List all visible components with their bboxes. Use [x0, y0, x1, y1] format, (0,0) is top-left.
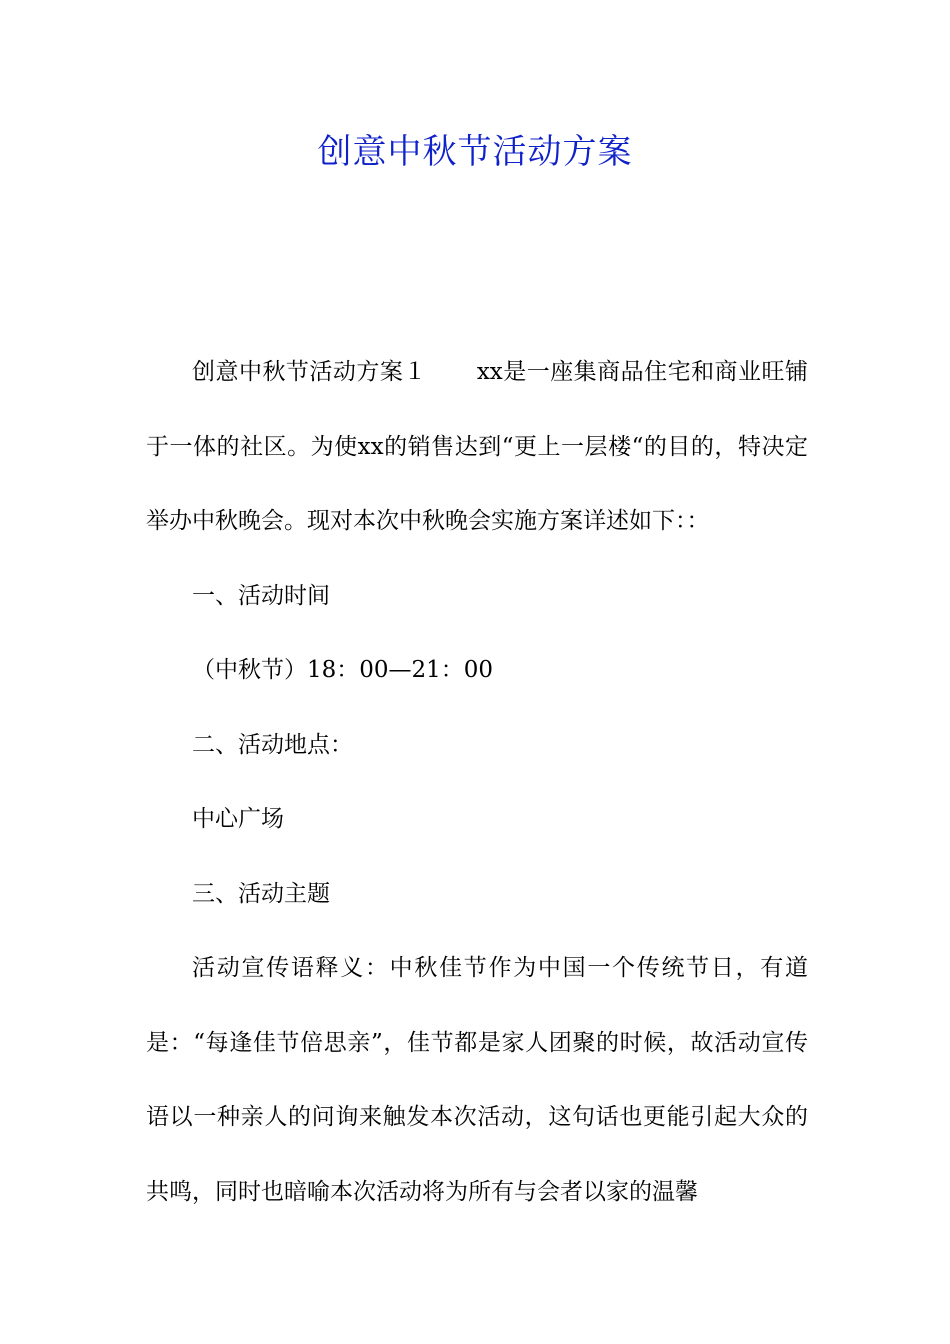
paragraph-intro-lead: 创意中秋节活动方案１ — [192, 359, 427, 385]
paragraph-intro — [146, 335, 808, 559]
document-title: 创意中秋节活动方案 — [317, 132, 633, 172]
paragraph-location: 中心广场 — [192, 806, 284, 832]
paragraph-intro-text: xx是一座集商品住宅和商业旺铺于一体的社区。为使xx的销售达到“更上一层楼“的目的，特决定举办中秋晚会。现对本次中秋晚会实施方案详述如下：： — [146, 359, 808, 534]
section-heading-location: 二、活动地点： — [192, 731, 353, 758]
section-heading-theme: 三、活动主题 — [192, 880, 330, 907]
section-heading-time: 一、活动时间 — [192, 582, 330, 609]
paragraph-theme: 活动宣传语释义：中秋佳节作为中国一个传统节日，有道是：“每逢佳节倍思亲”，佳节都是家人团聚的时候，故活动宣传语以一种亲人的问询来触发本次活动，这句话也更能引起大众的共鸣，同时也暗喻本次活动将为所有与会者以家的温馨 — [146, 955, 808, 1205]
document-body — [146, 335, 808, 1229]
paragraph-time: （中秋节）18：00—21：00 — [192, 657, 494, 683]
